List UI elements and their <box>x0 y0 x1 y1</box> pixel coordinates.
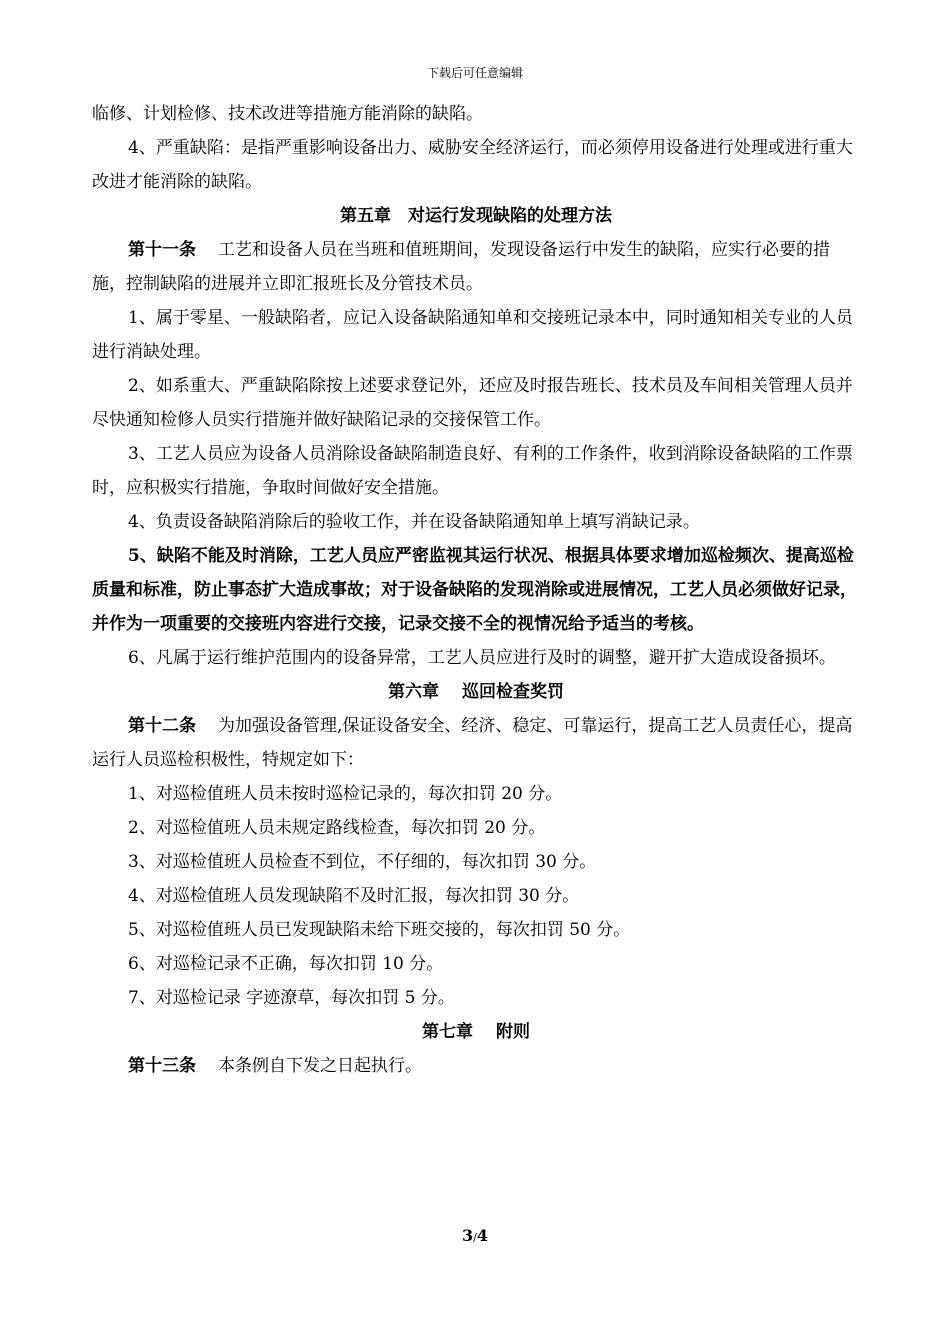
article-12-item-1: 1、对巡检值班人员未按时巡检记录的，每次扣罚 20 分。 <box>128 784 563 804</box>
total-pages: 4 <box>476 1226 488 1245</box>
article-11-item-5: 5、缺陷不能及时消除，工艺人员应严密监视其运行状况、根据具体要求增加巡检频次、提高巡检质量和标准，防止事态扩大造成事故；对于设备缺陷的发现消除或进展情况，工艺人员必须做好记录，并作为一项重要的交接班内容进行交接，记录交接不全的视情况给予适当的考核。 <box>92 546 857 634</box>
article-11-item-1: 1、属于零星、一般缺陷者，应记入设备缺陷通知单和交接班记录本中，同时通知相关专业的人员进行消缺处理。 <box>92 308 853 362</box>
current-page: 3 <box>462 1226 474 1245</box>
chapter-7-heading: 第七章 附则 <box>422 1022 530 1042</box>
article-12 <box>92 709 860 777</box>
article-11-item-4: 4、负责设备缺陷消除后的验收工作，并在设备缺陷通知单上填写消缺记录。 <box>128 512 700 532</box>
article-12-item-4: 4、对巡检值班人员发现缺陷不及时汇报，每次扣罚 30 分。 <box>128 886 580 906</box>
article-12-item-5: 5、对巡检值班人员已发现缺陷未给下班交接的，每次扣罚 50 分。 <box>128 920 631 940</box>
article-13 <box>92 1049 860 1083</box>
article-12-text: 为加强设备管理,保证设备安全、经济、稳定、可靠运行，提高工艺人员责任心，提高运行人员巡检积极性，特规定如下： <box>92 716 853 770</box>
article-12-label: 第十二条 <box>128 716 196 736</box>
chapter-5-heading: 第五章 对运行发现缺陷的处理方法 <box>340 206 612 226</box>
page-header: 下载后可任意编辑 <box>426 66 523 80</box>
article-11-item-2: 2、如系重大、严重缺陷除按上述要求登记外，还应及时报告班长、技术员及车间相关管理人员并尽快通知检修人员实行措施并做好缺陷记录的交接保管工作。 <box>92 376 853 430</box>
article-11-label: 第十一条 <box>128 240 196 260</box>
chapter-6-heading: 第六章 巡回检查奖罚 <box>388 682 564 702</box>
article-11-item-3: 3、工艺人员应为设备人员消除设备缺陷制造良好、有利的工作条件，收到消除设备缺陷的工作票时，应积极实行措施，争取时间做好安全措施。 <box>92 444 853 498</box>
article-11-text: 工艺和设备人员在当班和值班期间，发现设备运行中发生的缺陷，应实行必要的措施，控制缺陷的进展并立即汇报班长及分管技术员。 <box>92 240 830 294</box>
article-13-text: 本条例自下发之日起执行。 <box>218 1056 422 1076</box>
document-body <box>92 97 860 1083</box>
article-13-label: 第十三条 <box>128 1056 196 1076</box>
article-11-item-6: 6、凡属于运行维护范围内的设备异常，工艺人员应进行及时的调整，避开扩大造成设备损坏。 <box>128 648 836 668</box>
article-12-item-2: 2、对巡检值班人员未规定路线检查，每次扣罚 20 分。 <box>128 818 546 838</box>
article-12-item-7: 7、对巡检记录 字迹潦草，每次扣罚 5 分。 <box>128 988 455 1008</box>
page-separator: / <box>473 1231 477 1244</box>
page-number <box>0 1226 950 1248</box>
article-12-item-6: 6、对巡检记录不正确，每次扣罚 10 分。 <box>128 954 444 974</box>
paragraph-serious-defect: 4、严重缺陷：是指严重影响设备出力、威胁安全经济运行，而必须停用设备进行处理或进行重大改进才能消除的缺陷。 <box>92 138 853 192</box>
paragraph-continuation: 临修、计划检修、技术改进等措施方能消除的缺陷。 <box>92 104 483 124</box>
article-12-item-3: 3、对巡检值班人员检查不到位，不仔细的，每次扣罚 30 分。 <box>128 852 597 872</box>
article-11 <box>92 233 860 301</box>
